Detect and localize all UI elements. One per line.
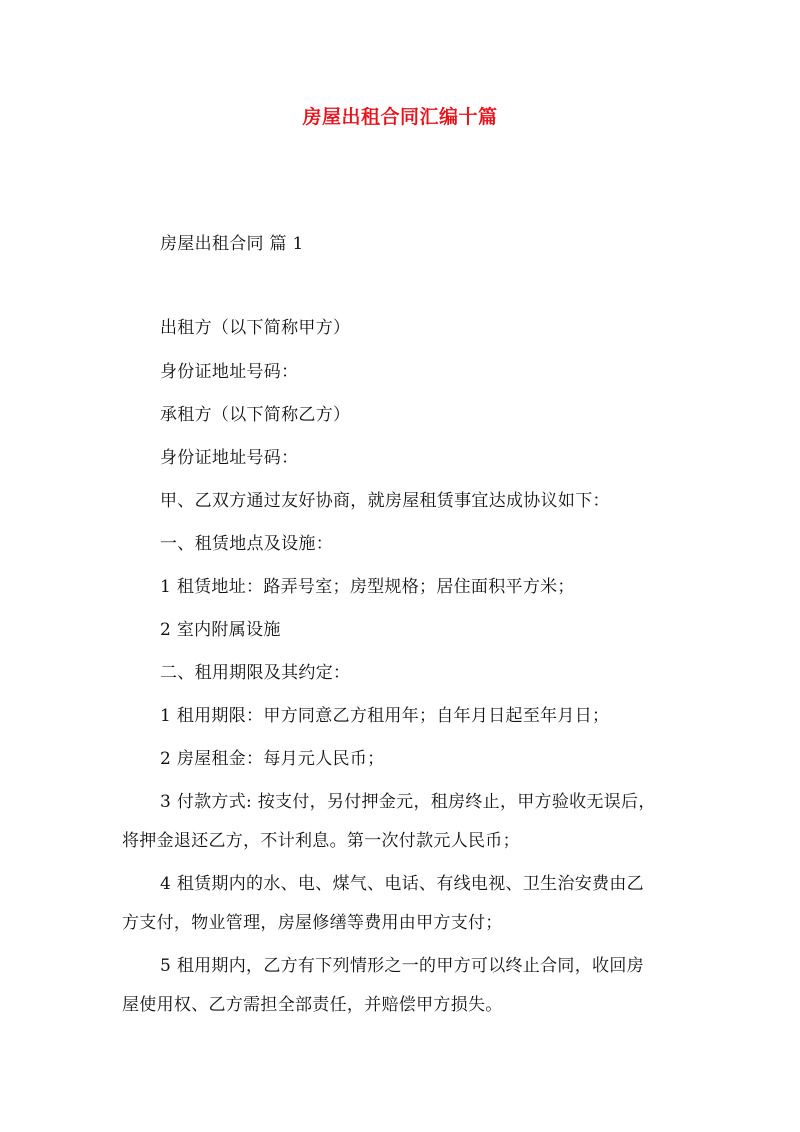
paragraph-line: 5 租用期内，乙方有下列情形之一的甲方可以终止合同，收回房 [160, 956, 644, 976]
section-heading: 房屋出租合同 篇 1 [160, 234, 304, 254]
paragraph-line: 2 房屋租金：每月元人民币； [160, 749, 385, 769]
paragraph-line: 屋使用权、乙方需担全部责任，并赔偿甲方损失。 [122, 995, 503, 1015]
paragraph-line: 3 付款方式: 按支付，另付押金元，租房终止，甲方验收无误后， [160, 792, 656, 812]
paragraph-line: 将押金退还乙方，不计利息。第一次付款元人民币； [122, 831, 520, 851]
paragraph-line: 1 租赁地址：路弄号室；房型规格；居住面积平方米； [160, 577, 575, 597]
paragraph-line: 一、租赁地点及设施： [160, 534, 333, 554]
paragraph-line: 承租方（以下简称乙方） [160, 405, 351, 425]
paragraph-line: 4 租赁期内的水、电、煤气、电话、有线电视、卫生治安费由乙 [160, 874, 644, 894]
paragraph-line: 甲、乙双方通过友好协商，就房屋租赁事宜达成协议如下： [160, 491, 610, 511]
paragraph-line: 方支付，物业管理，房屋修缮等费用由甲方支付； [122, 913, 503, 933]
paragraph-line: 1 租用期限：甲方同意乙方租用年；自年月日起至年月日； [160, 706, 610, 726]
paragraph-line: 身份证地址号码： [160, 448, 299, 468]
paragraph-line: 出租方（以下简称甲方） [160, 318, 351, 338]
paragraph-line: 身份证地址号码： [160, 362, 299, 382]
paragraph-line: 二、租用期限及其约定： [160, 663, 351, 683]
paragraph-line: 2 室内附属设施 [160, 620, 281, 640]
document-title: 房屋出租合同汇编十篇 [302, 106, 498, 128]
